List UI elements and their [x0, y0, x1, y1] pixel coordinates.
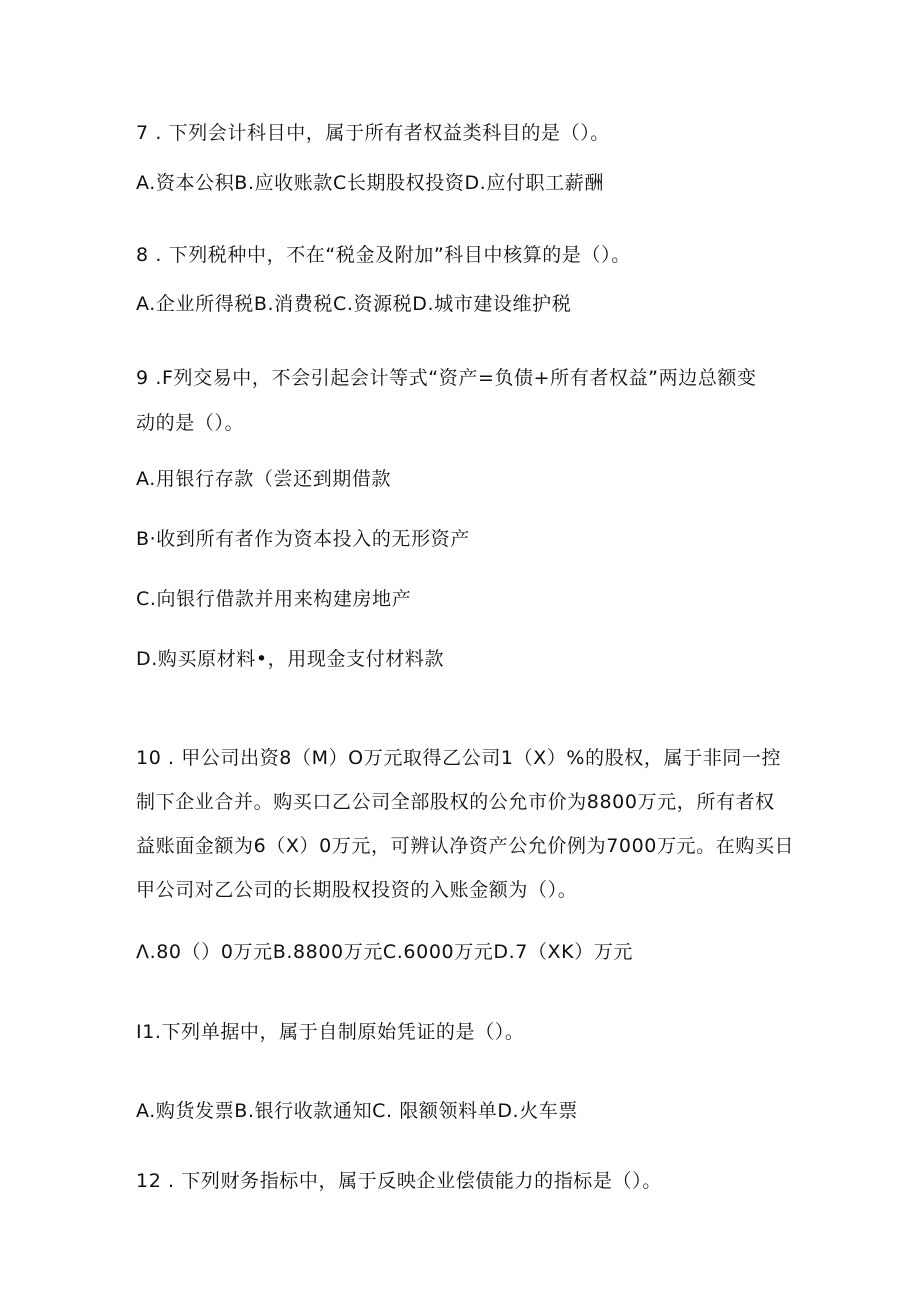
question-9-stem-line-2: 动的是（）。	[136, 412, 245, 434]
question-10-options: Λ.80（）0万元B.8800万元C.6000万元D.7（XK）万元	[136, 941, 634, 963]
question-12-stem: 12 . 下列财务指标中，属于反映企业偿债能力的指标是（）。	[136, 1170, 662, 1192]
question-9-option-d: D.购买原材料•，用现金支付材料款	[136, 648, 445, 670]
question-11-stem: I1.下列单据中，属于自制原始凭证的是（）。	[136, 1021, 525, 1043]
question-7-options: A.资本公积B.应收账款C长期股权投资D.应付职工薪酬	[136, 172, 604, 194]
question-8-options: A.企业所得税B.消费税C.资源税D.城市建设维护税	[136, 293, 572, 315]
question-10-stem-line-2: 制下企业合并。购买口乙公司全部股权的公允市价为8800万元，所有者权	[136, 791, 775, 813]
question-9-stem-line-1: 9 .F列交易中，不会引起会计等式“资产=负债+所有者权益”两边总额变	[136, 367, 757, 389]
question-8-stem: 8 . 下列税种中，不在“税金及附加”科目中核算的是（）。	[136, 244, 631, 266]
question-9-option-b: B·收到所有者作为资本投入的无形资产	[136, 528, 470, 550]
question-10-stem-line-3: 益账面金额为6（X）0万元，可辨认净资产公允价例为7000万元。在购买日	[136, 835, 795, 857]
question-10-stem-line-1: 10 . 甲公司出资8（M）O万元取得乙公司1（X）%的股权，属于非同一控	[136, 747, 782, 769]
question-11-options: A.购货发票B.银行收款通知C. 限额领料单D.火车票	[136, 1100, 578, 1122]
question-9-option-c: C.向银行借款并用来构建房地产	[136, 588, 412, 610]
question-9-option-a: A.用银行存款（尝还到期借款	[136, 468, 392, 490]
question-10-stem-line-4: 甲公司对乙公司的长期股权投资的入账金额为（）。	[136, 879, 578, 901]
question-7-stem: 7 . 下列会计科目中，属于所有者权益类科目的是（）。	[136, 122, 610, 144]
